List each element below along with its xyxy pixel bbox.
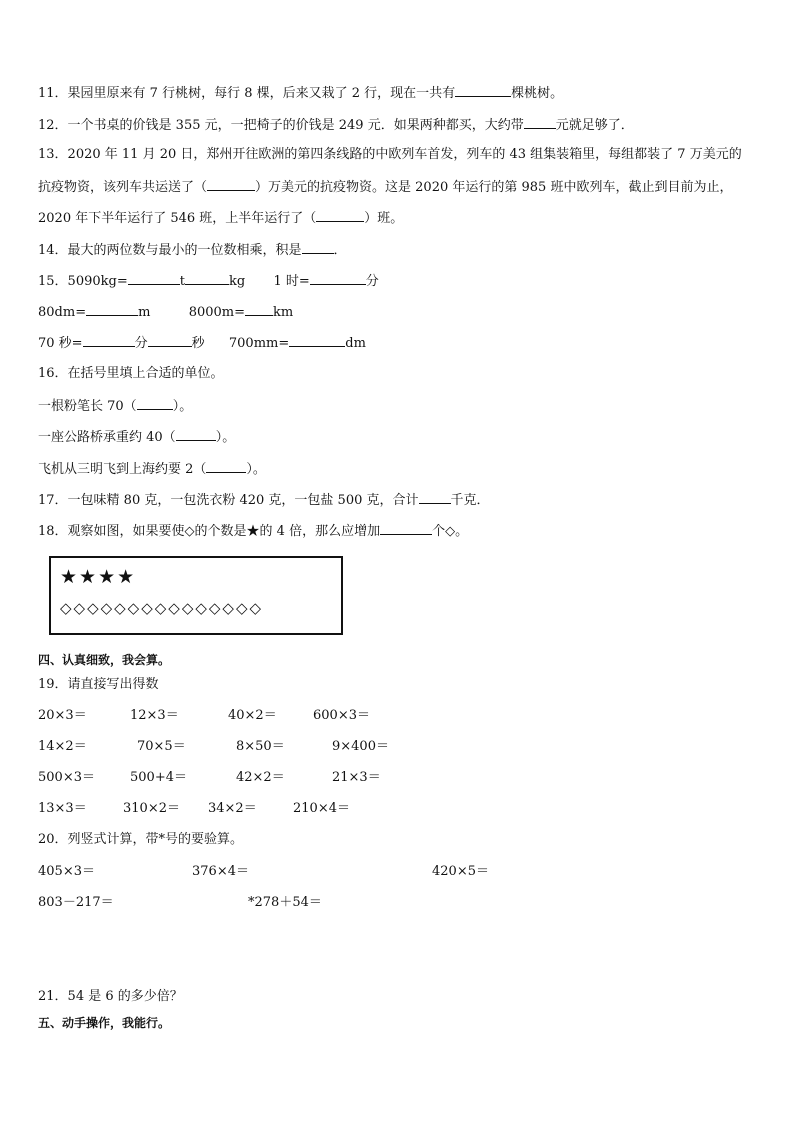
q19-item: 42×2＝ bbox=[236, 770, 285, 785]
q13-text-2-end: ）万美元的抗疫物资。这是 2020 年运行的第 985 班中欧列车，截止到目前为止， bbox=[255, 180, 733, 195]
q19-item: 500×3＝ bbox=[38, 770, 95, 785]
q19-item: 8×50＝ bbox=[236, 739, 285, 754]
question-14 bbox=[38, 241, 347, 259]
question-12 bbox=[38, 116, 634, 134]
q15-a-post: kg bbox=[228, 274, 246, 289]
question-13-line1 bbox=[38, 147, 742, 163]
question-16-c bbox=[38, 460, 266, 478]
q16-title: 16．在括号里填上合适的单位。 bbox=[38, 366, 224, 381]
q19-item: 20×3＝ bbox=[38, 708, 87, 723]
q15-b-pre: 1 时= bbox=[273, 274, 310, 289]
question-15-row1 bbox=[38, 272, 379, 290]
q19-item: 14×2＝ bbox=[38, 739, 87, 754]
q18-diamonds: ◇◇◇◇◇◇◇◇◇◇◇◇◇◇◇ bbox=[60, 599, 264, 617]
question-17 bbox=[38, 491, 490, 509]
q19-item: 9×400＝ bbox=[332, 739, 389, 754]
question-15-row2 bbox=[38, 303, 293, 321]
q19-item: 12×3＝ bbox=[130, 708, 179, 723]
q14-text-end: ． bbox=[333, 243, 347, 258]
question-13-line3 bbox=[38, 209, 403, 227]
section-5-heading: 五、动手操作，我能行。 bbox=[38, 1016, 171, 1030]
q13-text-3: 2020 年下半年运行了 546 班，上半年运行了（ bbox=[38, 211, 317, 226]
q15-f-blank[interactable] bbox=[289, 334, 345, 347]
q15-f-pre: 700mm= bbox=[228, 336, 290, 351]
q15-c-blank[interactable] bbox=[86, 303, 138, 316]
section-4-heading: 四、认真细致，我会算。 bbox=[38, 653, 171, 667]
q20-item: *278＋54＝ bbox=[248, 895, 322, 910]
q16-b-text-end: ）。 bbox=[215, 430, 236, 445]
q15-a-blank-1[interactable] bbox=[128, 272, 180, 285]
q13-answer-blank-2[interactable] bbox=[316, 209, 364, 222]
q12-text-end: 元就足够了． bbox=[555, 118, 634, 133]
q19-item: 500+4＝ bbox=[130, 770, 187, 785]
q15-c-pre: 80dm= bbox=[38, 305, 87, 320]
q13-text-3-end: ）班。 bbox=[364, 211, 404, 226]
q12-text: 12．一个书桌的价钱是 355 元，一把椅子的价钱是 249 元．如果两种都买，大约带 bbox=[38, 118, 524, 133]
q11-text: 11．果园里原来有 7 行桃树，每行 8 棵，后来又栽了 2 行，现在一共有 bbox=[38, 86, 456, 101]
q15-b-post: 分 bbox=[365, 274, 379, 289]
question-13-line2 bbox=[38, 178, 732, 196]
q20-item: 405×3＝ bbox=[38, 864, 95, 879]
q15-e-blank-2[interactable] bbox=[148, 334, 192, 347]
q15-c-post: m bbox=[138, 305, 151, 320]
q16-a-text-end: ）。 bbox=[172, 399, 193, 414]
q20-item: 376×4＝ bbox=[192, 864, 249, 879]
q15-e-pre: 70 秒= bbox=[38, 336, 83, 351]
question-16-title bbox=[38, 366, 224, 382]
question-18 bbox=[38, 522, 468, 540]
q19-item: 600×3＝ bbox=[313, 708, 370, 723]
q18-answer-blank[interactable] bbox=[380, 522, 432, 535]
q15-b-blank[interactable] bbox=[310, 272, 366, 285]
q20-item: 803－217＝ bbox=[38, 895, 114, 910]
q19-item: 21×3＝ bbox=[332, 770, 381, 785]
q11-answer-blank[interactable] bbox=[455, 84, 511, 97]
q16-b-text: 一座公路桥承重约 40（ bbox=[38, 430, 176, 445]
q19-item: 34×2＝ bbox=[208, 801, 257, 816]
q18-text-end: 个◇。 bbox=[432, 524, 469, 539]
question-16-a bbox=[38, 397, 192, 415]
q16-c-text-end: ）。 bbox=[246, 462, 266, 477]
q17-text-end: 千克． bbox=[450, 493, 490, 508]
q13-text-1: 13．2020 年 11 月 20 日，郑州开往欧洲的第四条线路的中欧列车首发，列车的 43 组集装箱里，每组都装了 7 万美元的 bbox=[38, 147, 742, 162]
q20-item: 420×5＝ bbox=[432, 864, 489, 879]
q15-a-blank-2[interactable] bbox=[185, 272, 229, 285]
q14-text: 14．最大的两位数与最小的一位数相乘，积是 bbox=[38, 243, 302, 258]
q19-item: 210×4＝ bbox=[293, 801, 350, 816]
q16-c-text: 飞机从三明飞到上海约要 2（ bbox=[38, 462, 207, 477]
q15-a-pre: 15．5090kg= bbox=[38, 274, 128, 289]
q11-text-end: 棵桃树。 bbox=[511, 86, 564, 101]
q16-c-blank[interactable] bbox=[206, 460, 246, 473]
question-21: 21．54 是 6 的多少倍？ bbox=[38, 989, 183, 1004]
question-11 bbox=[38, 84, 563, 102]
q17-text: 17．一包味精 80 克，一包洗衣粉 420 克，一包盐 500 克，合计 bbox=[38, 493, 419, 508]
q16-b-blank[interactable] bbox=[176, 428, 216, 441]
q19-item: 40×2＝ bbox=[228, 708, 277, 723]
q12-answer-blank[interactable] bbox=[524, 116, 556, 129]
question-15-row3 bbox=[38, 334, 366, 352]
q13-answer-blank-1[interactable] bbox=[207, 178, 255, 191]
q16-a-text: 一根粉笔长 70（ bbox=[38, 399, 137, 414]
q13-text-2: 抗疫物资，该列车共运送了（ bbox=[38, 180, 208, 195]
q15-e-mid: 分 bbox=[134, 336, 148, 351]
q15-e-post: 秒 bbox=[191, 336, 205, 351]
q18-stars: ★★★★ bbox=[60, 566, 137, 588]
q15-e-blank-1[interactable] bbox=[83, 334, 135, 347]
q18-figure bbox=[49, 556, 343, 635]
q15-f-post: dm bbox=[345, 336, 366, 351]
q15-d-blank[interactable] bbox=[245, 303, 273, 316]
q19-item: 70×5＝ bbox=[137, 739, 186, 754]
q15-a-mid: t bbox=[179, 274, 185, 289]
question-16-b bbox=[38, 428, 235, 446]
q17-answer-blank[interactable] bbox=[419, 491, 451, 504]
q19-item: 310×2＝ bbox=[123, 801, 180, 816]
q18-text: 18．观察如图，如果要使◇的个数是★的 4 倍，那么应增加 bbox=[38, 524, 381, 539]
q14-answer-blank[interactable] bbox=[302, 241, 334, 254]
question-19-title: 19．请直接写出得数 bbox=[38, 677, 159, 692]
q15-d-pre: 8000m= bbox=[188, 305, 246, 320]
q19-item: 13×3＝ bbox=[38, 801, 87, 816]
q15-d-post: km bbox=[273, 305, 294, 320]
question-20-title: 20．列竖式计算，带*号的要验算。 bbox=[38, 832, 244, 847]
q16-a-blank[interactable] bbox=[137, 397, 173, 410]
